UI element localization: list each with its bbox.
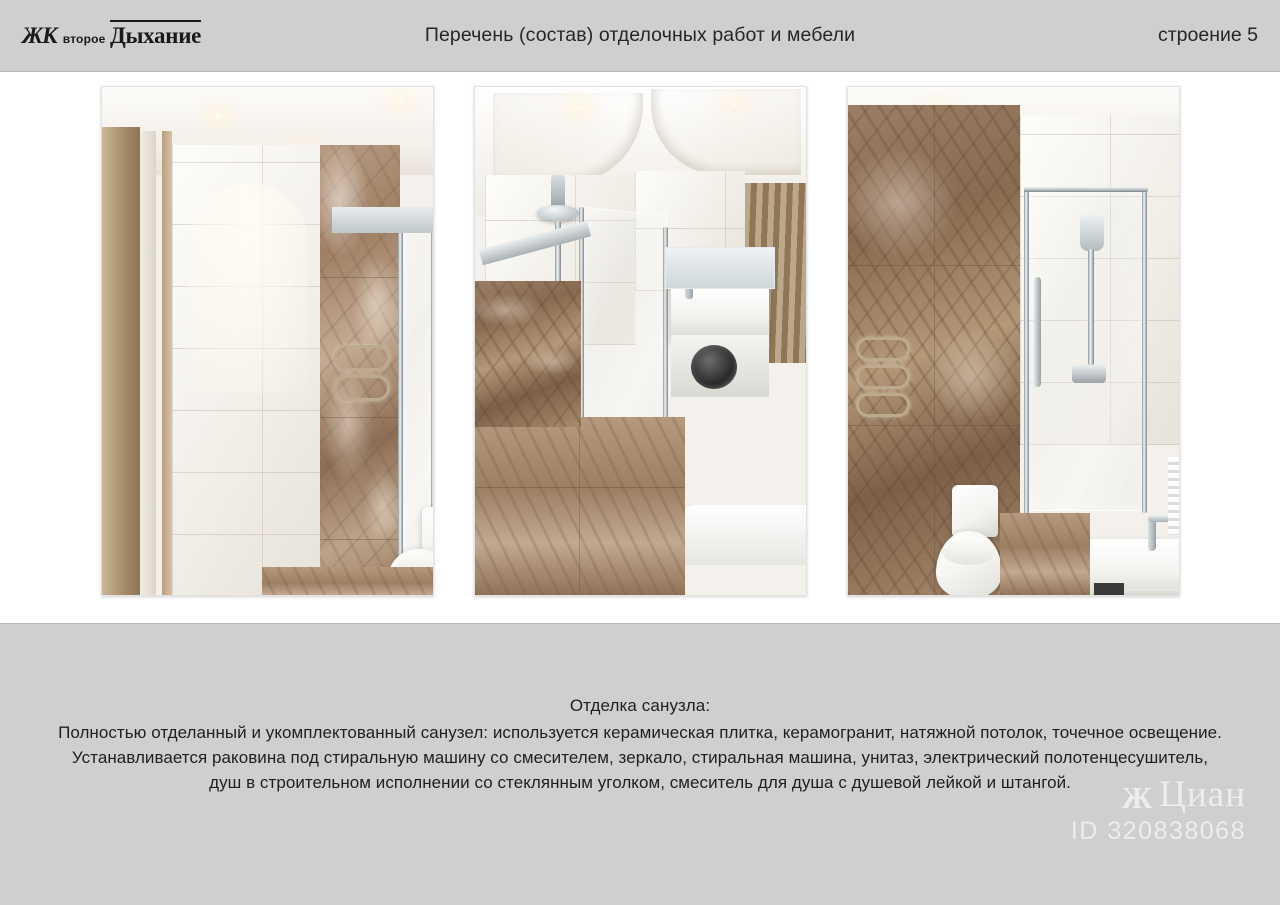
description-body: Полностью отделанный и укомплектованный санузел: используется керамическая плитка, керамогранит, натяжной потолок, точечное освещение. Устанавливается раковина под стиральную машину со смесителем, зеркало, стиральная машина, унитаз, электрический полотенцесушитель, душ в строительном исполнении со стеклянным уголком, смеситель для душа с душевой лейкой и штангой. <box>58 723 1222 792</box>
logo-name: Дыхание <box>110 20 201 48</box>
logo-subtitle: второе <box>62 31 106 46</box>
tile-grout <box>475 487 685 488</box>
wall-light-niche <box>188 183 308 393</box>
marble-floor <box>475 417 685 596</box>
brand-logo <box>22 23 232 49</box>
render-gallery <box>0 72 1280 602</box>
shower-frame-post <box>398 215 403 596</box>
tile-grout <box>320 277 400 278</box>
towel-warmer-icon <box>856 365 910 389</box>
basin-faucet-icon <box>1148 517 1156 551</box>
shower-riser-bar <box>1088 249 1094 365</box>
washing-machine-door-icon <box>691 345 737 389</box>
washing-machine-door-icon <box>1094 583 1124 596</box>
shower-mixer <box>1072 365 1106 383</box>
shower-head-arm <box>551 175 565 209</box>
towel-radiator <box>1168 457 1180 535</box>
bathroom-render-3 <box>847 86 1180 596</box>
logo-prefix: ЖК <box>22 22 57 48</box>
shower-frame-header <box>332 207 434 233</box>
towel-warmer-icon <box>856 337 910 361</box>
page-header <box>0 0 1280 72</box>
marble-floor <box>262 567 434 596</box>
page-title: Перечень (состав) отделочных работ и мебели <box>424 24 856 46</box>
watermark-brand: Циан <box>1159 774 1246 815</box>
watermark-logo-icon: Ж <box>1121 780 1154 815</box>
bathtub <box>681 505 807 565</box>
mirror <box>665 247 775 289</box>
door-reveal <box>140 131 156 596</box>
towel-warmer-icon <box>856 393 910 417</box>
ceiling-spot-icon <box>392 97 408 104</box>
marble-wall <box>475 281 581 427</box>
door-frame <box>102 127 140 596</box>
shower-frame-top <box>1024 187 1148 192</box>
tile-grout <box>320 417 400 418</box>
door-edge <box>162 131 172 596</box>
shower-head-icon <box>1080 213 1104 251</box>
description-band <box>0 623 1280 905</box>
ceiling-spot-icon <box>210 113 226 120</box>
towel-warmer-icon <box>334 345 390 371</box>
shower-frame-post <box>1142 191 1147 513</box>
tile-grout <box>579 417 580 596</box>
bathroom-render-2 <box>474 86 807 596</box>
tile-grout <box>934 105 935 596</box>
watermark-id: ID 320838068 <box>1070 817 1246 845</box>
marble-floor <box>1000 513 1090 596</box>
shower-frame-post <box>1024 187 1029 517</box>
towel-warmer-icon <box>334 375 390 401</box>
shower-door-handle <box>1034 277 1041 387</box>
toilet-tank <box>952 485 998 537</box>
shower-head-icon <box>537 205 579 221</box>
ceiling-spot-icon <box>571 105 587 112</box>
description-heading: Отделка санузла: <box>569 696 711 715</box>
tile-grout <box>320 539 400 540</box>
toilet-seat <box>942 537 996 565</box>
building-label: строение 5 <box>1158 24 1258 46</box>
bathroom-render-1 <box>101 86 434 596</box>
ceiling-spot-icon <box>727 101 743 108</box>
